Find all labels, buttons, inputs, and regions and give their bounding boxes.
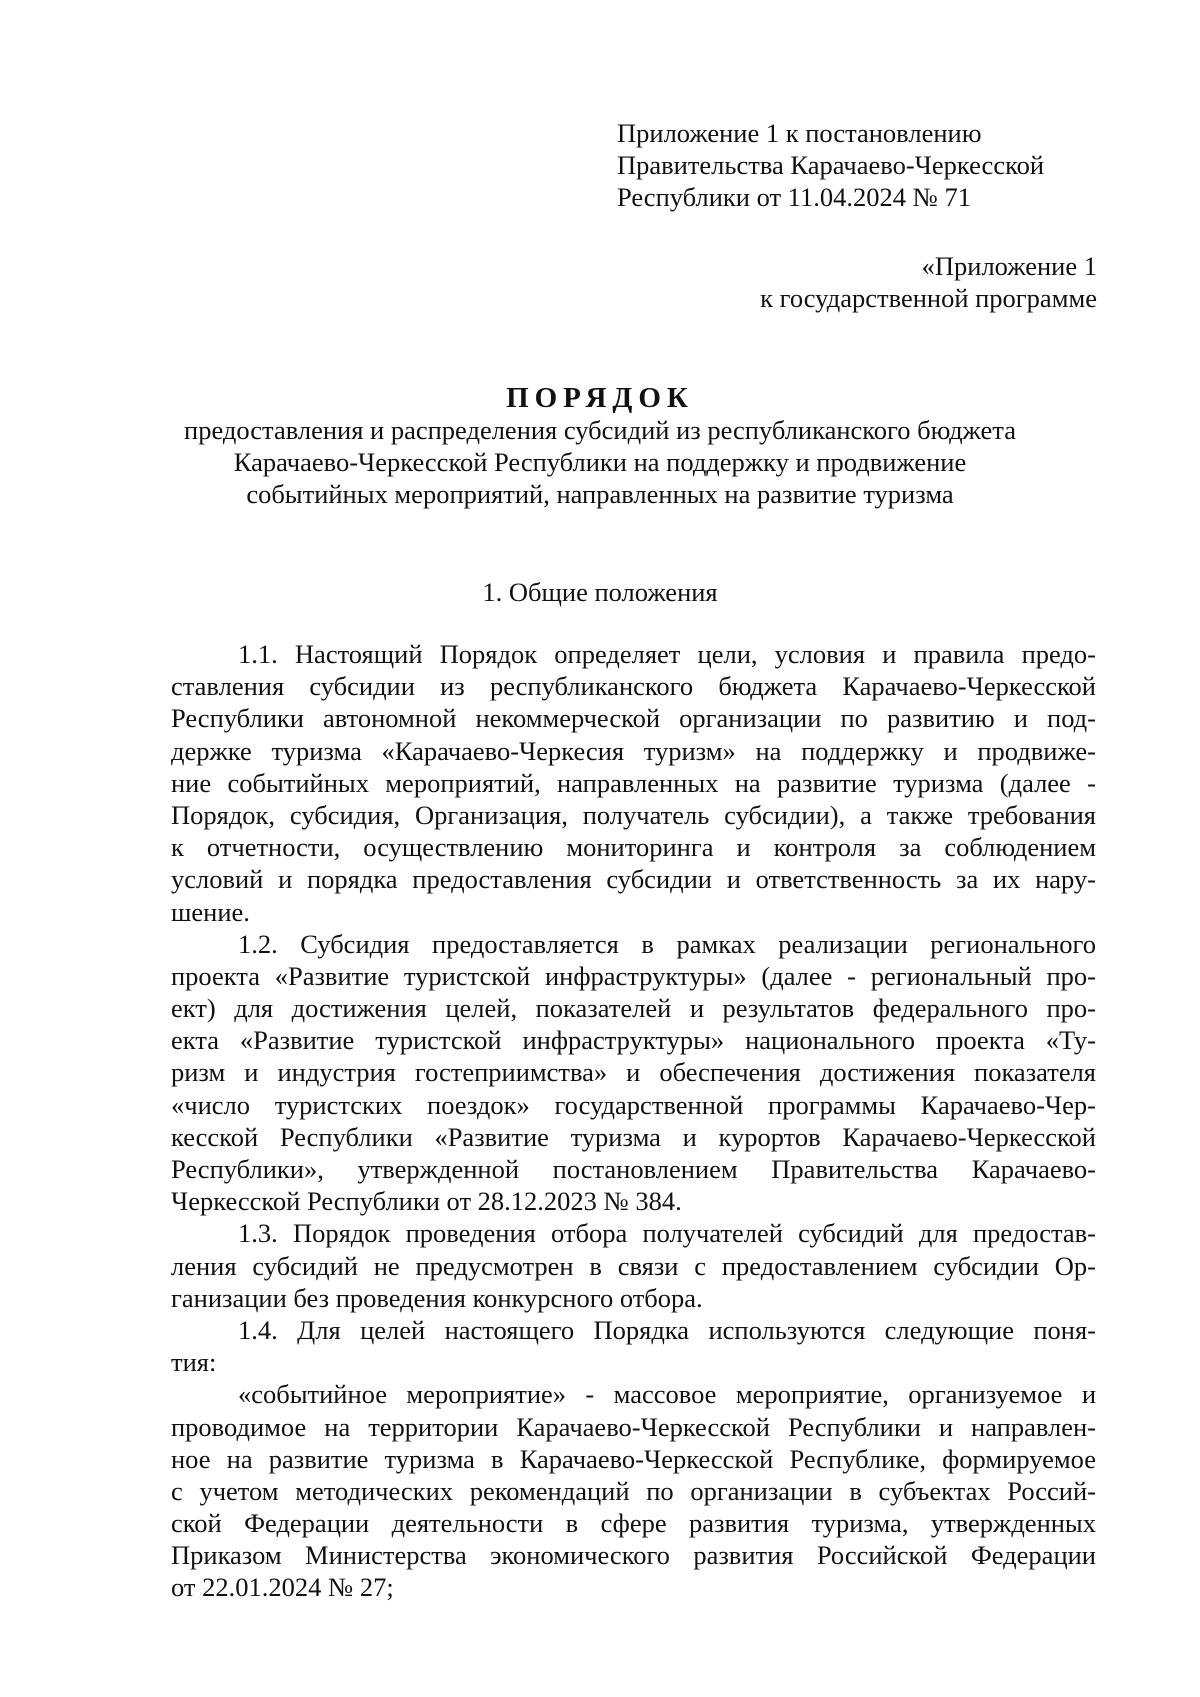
body-line: 1.4. Для целей настоящего Порядка используются следующие поня- (238, 1314, 1096, 1345)
body-line: Республики», утвержденной постановлением Правительства Карачаево- (171, 1154, 1096, 1184)
subtitle-line: предоставления и распределения субсидий из республиканского бюджета (184, 415, 1016, 445)
body-line: Приказом Министерства экономического развития Российской Федерации (171, 1540, 1096, 1571)
body-line: шение. (171, 896, 250, 927)
body-line: с учетом методических рекомендаций по организации в субъектах Россий- (171, 1475, 1096, 1506)
body-line: ления субсидий не предусмотрен в связи с предоставлением субсидии Ор- (171, 1250, 1096, 1281)
attachment-line: Правительства Карачаево-Черкесской (617, 150, 1045, 180)
subtitle-line: Карачаево-Черкесской Республики на поддержку и продвижение (233, 447, 967, 477)
body-line: проводимое на территории Карачаево-Черкесской Республики и направлен- (171, 1411, 1096, 1442)
body-line: ризм и индустрия гостеприимства» и обеспечения достижения показателя (171, 1057, 1096, 1088)
body-line: условий и порядка предоставления субсидии и ответственность за их нару- (171, 864, 1096, 895)
body-line: 1.3. Порядок проведения отбора получателей субсидий для предостав- (238, 1218, 1096, 1249)
attachment-line: Приложение 1 к постановлению (617, 118, 982, 148)
body-line: ставления субсидии из республиканского бюджета Карачаево-Черкесской (171, 671, 1096, 702)
program-attachment-line: «Приложение 1 (921, 251, 1097, 281)
attachment-line: Республики от 11.04.2024 № 71 (617, 182, 971, 212)
document-body (171, 638, 1096, 1604)
body-line: 1.1. Настоящий Порядок определяет цели, условия и правила предо- (238, 639, 1096, 669)
body-line: кесской Республики «Развитие туризма и курортов Карачаево-Черкесской (171, 1121, 1096, 1152)
body-line: Черкесской Республики от 28.12.2023 № 384. (171, 1186, 682, 1217)
body-line: Порядок, субсидия, Организация, получатель субсидии), а также требования (171, 799, 1096, 830)
body-line: «событийное мероприятие» - массовое мероприятие, организуемое и (238, 1379, 1096, 1410)
body-line: 1.2. Субсидия предоставляется в рамках реализации регионального (238, 928, 1096, 959)
program-attachment-header (617, 250, 1097, 314)
body-line: к отчетности, осуществлению мониторинга и контроля за соблюдением (171, 832, 1096, 863)
attachment-header (617, 117, 1097, 213)
body-line: ской Федерации деятельности в сфере развития туризма, утвержденных (171, 1508, 1096, 1539)
subtitle-line: событийных мероприятий, направленных на развитие туризма (246, 479, 954, 509)
body-line: Республики автономной некоммерческой организации по развитию и под- (171, 703, 1096, 734)
document-subtitle (0, 414, 1200, 510)
body-line: ние событийных мероприятий, направленных на развитие туризма (далее - (171, 767, 1096, 798)
section-heading: 1. Общие положения (482, 577, 718, 607)
body-line: «число туристских поездок» государственной программы Карачаево-Чер- (171, 1089, 1096, 1120)
program-attachment-line: к государственной программе (760, 283, 1097, 313)
body-line: ное на развитие туризма в Карачаево-Черкесской Республике, формируемое (171, 1443, 1096, 1474)
body-line: ект) для достижения целей, показателей и результатов федерального про- (171, 993, 1096, 1024)
body-line: проекта «Развитие туристской инфраструктуры» (далее - региональный про- (171, 960, 1096, 991)
document-title: ПОРЯДОК (506, 382, 694, 414)
body-line: ганизации без проведения конкурсного отбора. (171, 1282, 703, 1313)
body-line: тия: (171, 1347, 217, 1378)
body-line: от 22.01.2024 № 27; (171, 1572, 394, 1603)
body-line: держке туризма «Карачаево-Черкесия туризм» на поддержку и продвиже- (171, 735, 1096, 766)
body-line: екта «Развитие туристской инфраструктуры» национального проекта «Ту- (171, 1025, 1096, 1056)
